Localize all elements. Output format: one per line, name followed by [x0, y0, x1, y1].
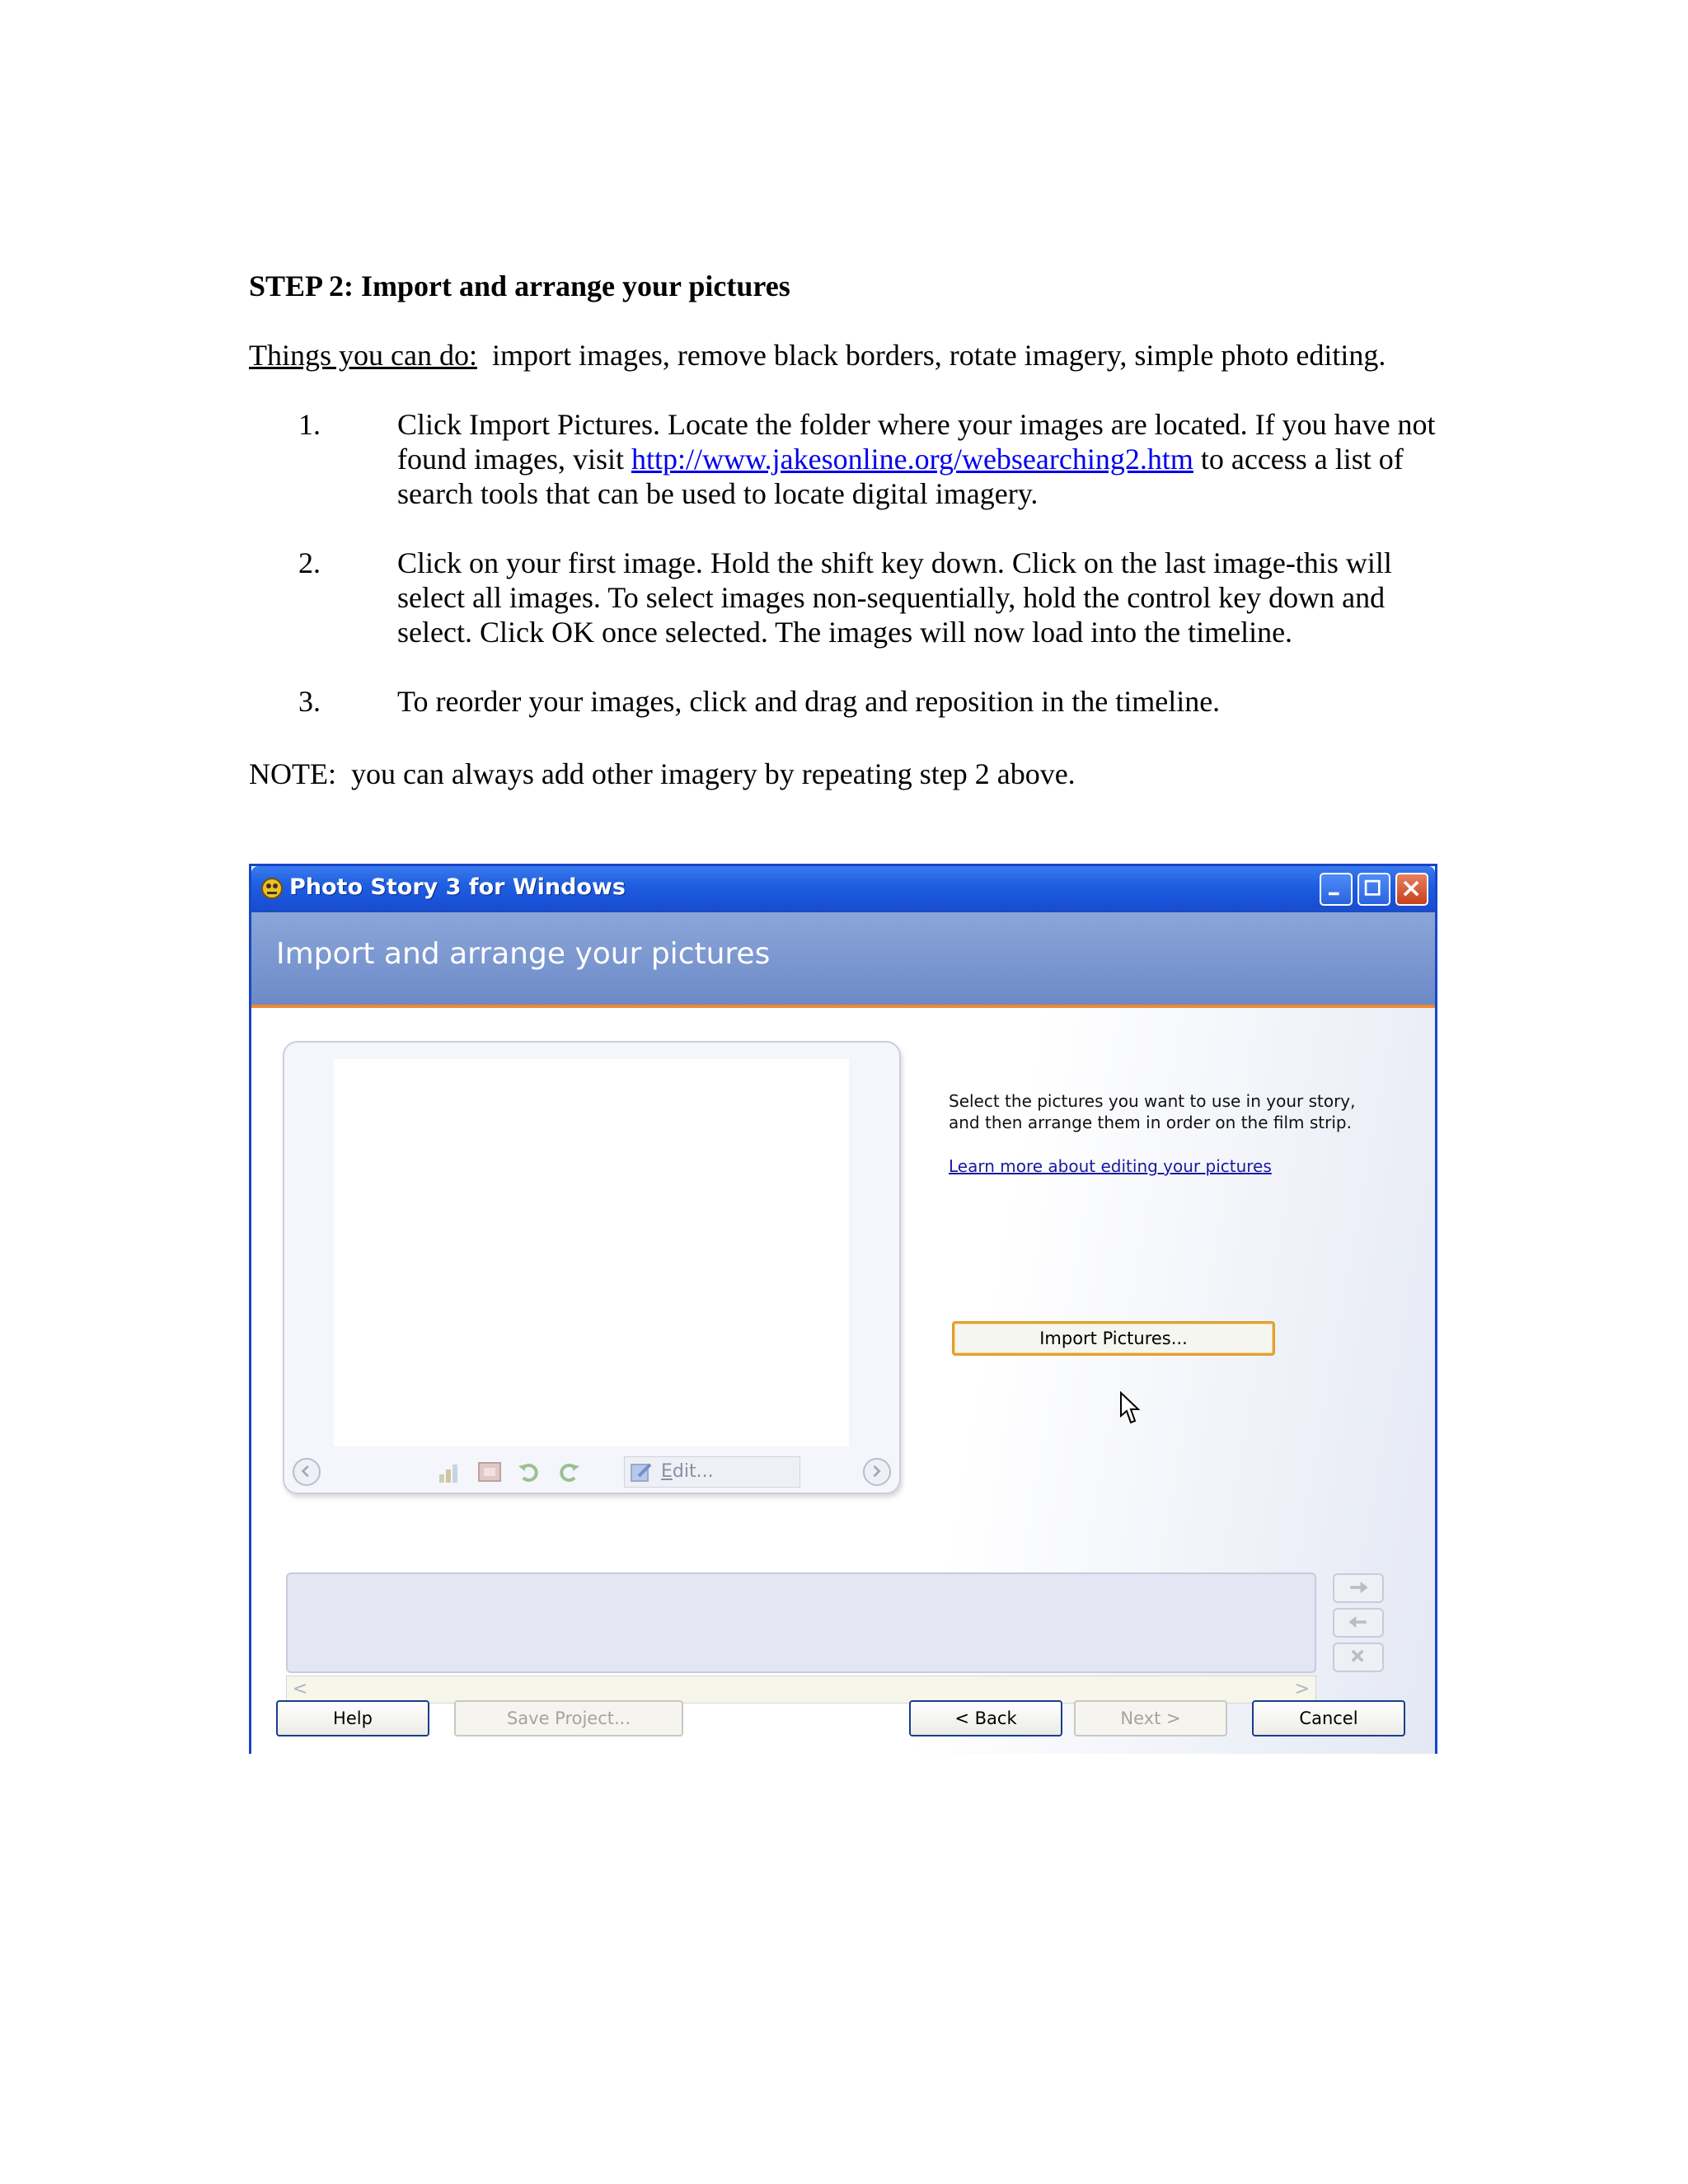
note-text: NOTE: you can always add other imagery by repeating step 2 above.: [249, 757, 1076, 790]
instructions-line: Select the pictures you want to use in your story,: [949, 1091, 1356, 1111]
step-text: select all images. To select images non-sequentially, hold the control key down and: [397, 581, 1386, 614]
photo-story-window: [249, 864, 1437, 1754]
save-project-button[interactable]: Save Project...: [454, 1700, 683, 1736]
wizard-header: [251, 912, 1435, 1008]
edit-button-accel: E: [661, 1461, 673, 1482]
things-you-can-do: [249, 338, 1386, 373]
photo-story-app-icon: [260, 876, 284, 901]
title-bar[interactable]: [251, 866, 1435, 912]
minimize-icon: [1321, 874, 1351, 904]
maximize-button[interactable]: [1357, 873, 1390, 906]
film-strip-scrollbar[interactable]: [286, 1675, 1316, 1704]
instructions-text: [949, 1090, 1377, 1133]
rotate-left-icon[interactable]: [515, 1458, 543, 1486]
mouse-cursor-icon: [1119, 1391, 1141, 1427]
websearching-link[interactable]: http://www.jakesonline.org/websearching2.htm: [631, 443, 1193, 476]
next-button[interactable]: Next >: [1074, 1700, 1227, 1736]
chevron-left-icon: [294, 1460, 319, 1484]
list-number: 3.: [298, 685, 321, 718]
close-icon: [1397, 874, 1427, 904]
step-text-fragment: found images, visit: [397, 443, 631, 476]
edit-pencil-icon: [629, 1460, 654, 1484]
wizard-content: [251, 1008, 1435, 1754]
step-text-fragment: to access a list of: [1193, 443, 1404, 476]
remove-black-borders-icon[interactable]: [476, 1458, 504, 1486]
things-label: Things you can do:: [249, 339, 477, 372]
rotate-right-icon[interactable]: [555, 1458, 583, 1486]
cancel-button[interactable]: Cancel: [1252, 1700, 1405, 1736]
next-picture-button[interactable]: [863, 1458, 891, 1486]
step-text: [397, 442, 1469, 476]
scroll-right-icon[interactable]: >: [1294, 1679, 1311, 1699]
previous-picture-button[interactable]: [293, 1458, 321, 1486]
window-title: Photo Story 3 for Windows: [289, 874, 626, 900]
step-text: To reorder your images, click and drag and reposition in the timeline.: [397, 685, 1221, 718]
move-left-button[interactable]: [1333, 1608, 1384, 1638]
list-number: 2.: [298, 546, 321, 579]
edit-button-label: dit...: [672, 1461, 714, 1482]
scroll-left-icon[interactable]: <: [292, 1679, 308, 1699]
step-text: select. Click OK once selected. The images will now load into the timeline.: [397, 616, 1293, 649]
levels-icon[interactable]: [436, 1458, 464, 1486]
back-button[interactable]: < Back: [909, 1700, 1062, 1736]
remove-picture-button[interactable]: [1333, 1643, 1384, 1672]
minimize-button[interactable]: [1320, 873, 1353, 906]
help-button[interactable]: Help: [276, 1700, 429, 1736]
preview-canvas: [334, 1059, 849, 1446]
move-right-button[interactable]: [1333, 1573, 1384, 1603]
delete-x-icon: [1334, 1644, 1382, 1671]
list-number: 1.: [298, 408, 321, 441]
wizard-title: Import and arrange your pictures: [276, 937, 771, 971]
things-text: import images, remove black borders, rotate imagery, simple photo editing.: [476, 339, 1386, 372]
maximize-icon: [1359, 874, 1389, 904]
step-heading: STEP 2: Import and arrange your pictures: [249, 269, 790, 302]
step-text: Click on your first image. Hold the shift key down. Click on the last image-this will: [397, 546, 1392, 579]
arrow-left-icon: [1334, 1610, 1382, 1636]
import-pictures-button[interactable]: Import Pictures...: [952, 1321, 1275, 1356]
instructions-line: and then arrange them in order on the film strip.: [949, 1113, 1352, 1132]
close-button[interactable]: [1395, 873, 1428, 906]
chevron-right-icon: [865, 1460, 889, 1484]
picture-preview-panel: [283, 1041, 901, 1494]
step-text: Click Import Pictures. Locate the folder where your images are located. If you have not: [397, 408, 1436, 441]
learn-more-link[interactable]: Learn more about editing your pictures: [949, 1156, 1272, 1176]
film-strip[interactable]: [286, 1572, 1316, 1673]
step-text: search tools that can be used to locate digital imagery.: [397, 477, 1039, 510]
arrow-right-icon: [1334, 1575, 1382, 1601]
